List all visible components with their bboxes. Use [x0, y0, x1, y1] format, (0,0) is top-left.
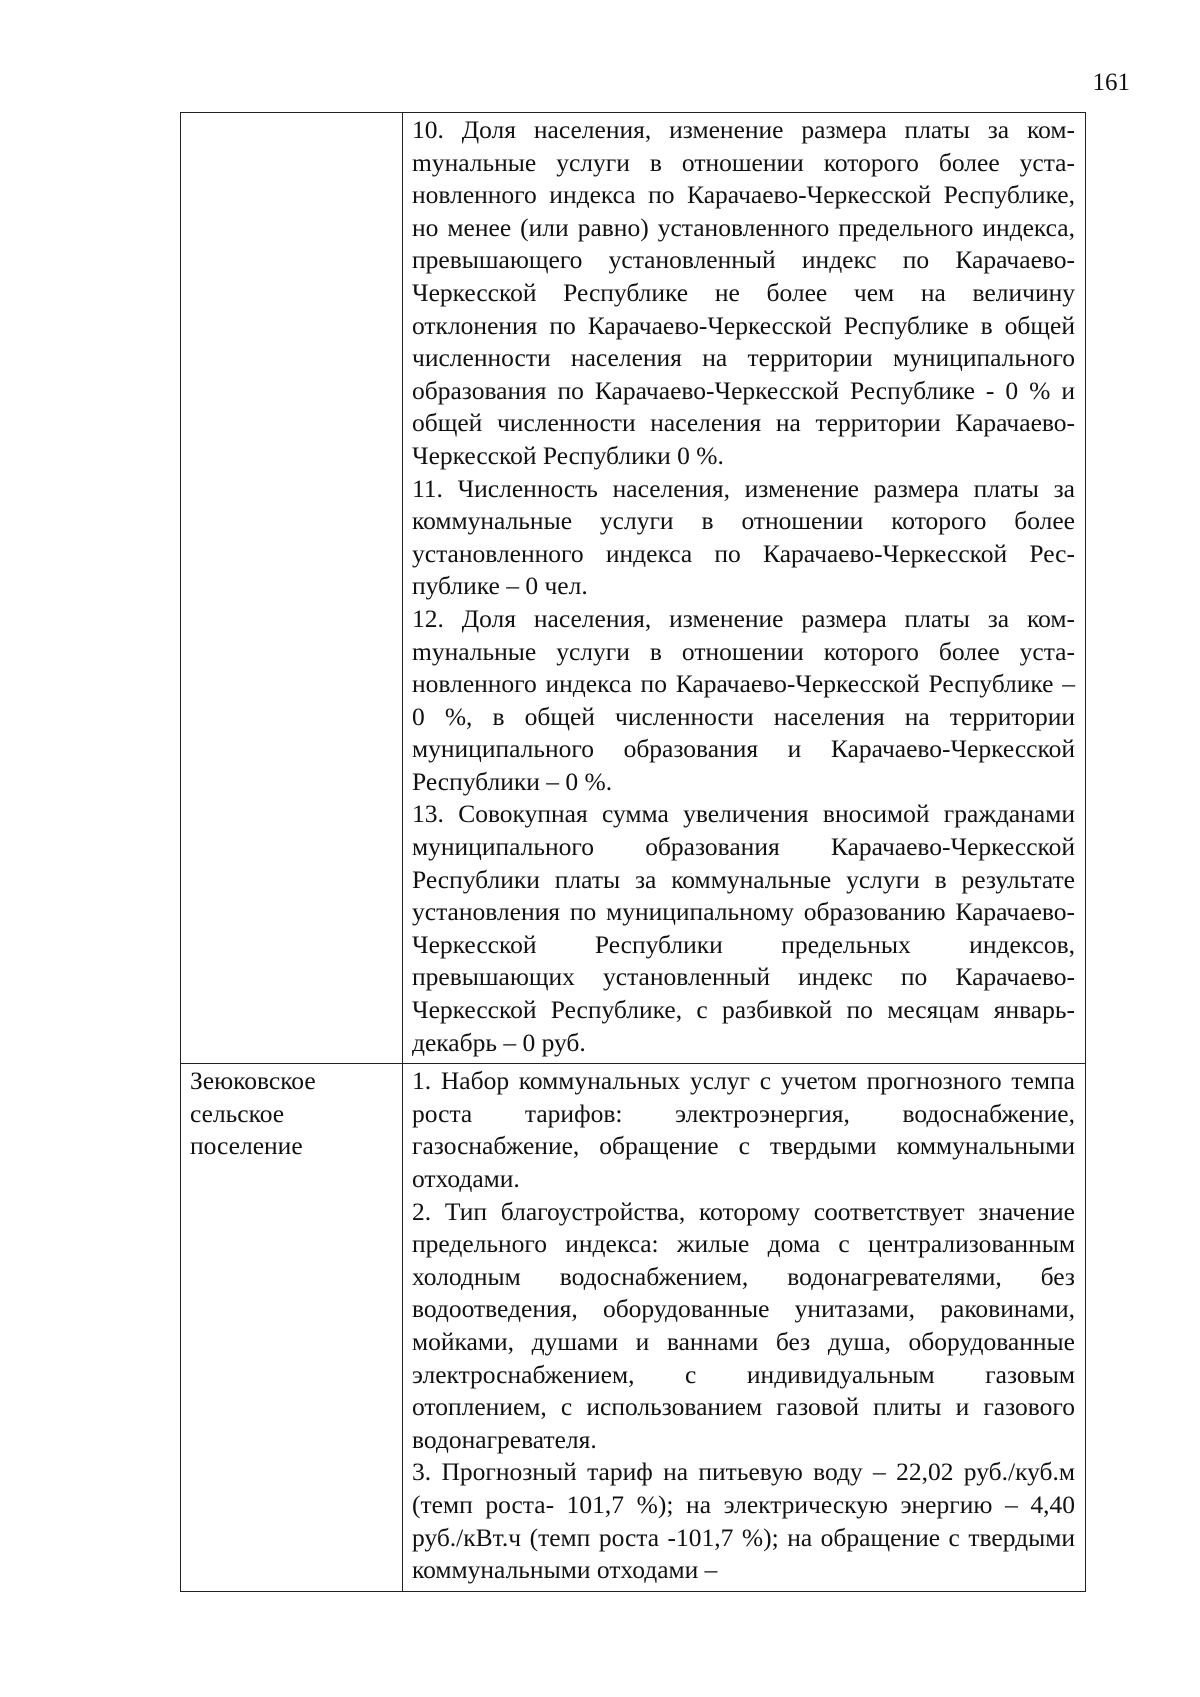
- settlement-cell: [181, 1064, 403, 1592]
- table-row: [181, 113, 1086, 1064]
- paragraph-1: 1. Набор коммунальных услуг с учетом прогнозного темпа роста тарифов: электроэнергия, водоснабжение, газоснабжение, обращение с твердыми коммунальными отходами.: [412, 1066, 1075, 1193]
- settlement-name-line: сельское: [190, 1098, 285, 1128]
- settlement-name-line: Зеюковское: [190, 1066, 316, 1096]
- settlement-cell: [181, 113, 403, 1064]
- paragraph-10: 10. Доля населения, изменение размера платы за комmунальные услуги в отношении которого более установленного индекса по Карачаево-Черкесской Республике, но менее (или равно) установленного предельного индекса, превышающего установленный индекс по Карачаево-Черкесской Республике не более чем на величину отклонения по Карачаево-Черкесской Республике в общей численности населения на территории муниципального образования по Карачаево-Черкесской Республике - 0 % и общей численности населения на территории Карачаево-Черкесской Республики 0 %.: [412, 115, 1075, 470]
- indices-table: [180, 112, 1086, 1592]
- paragraph-12: 12. Доля населения, изменение размера платы за комmунальные услуги в отношении которого более установленного индекса по Карачаево-Черкесской Республике – 0 %, в общей численности населения на территории муниципального образования и Карачаево-Черкесской Республики – 0 %.: [412, 603, 1075, 796]
- paragraph-11: 11. Численность населения, изменение размера платы за коммунальные услуги в отношении которого более установленного индекса по Карачаево-Черкесской Республике – 0 чел.: [412, 473, 1075, 601]
- description-cell: [403, 1064, 1086, 1592]
- settlement-name-line: поселение: [190, 1131, 303, 1161]
- paragraph-2: 2. Тип благоустройства, которому соответствует значение предельного индекса: жилые дома с централизованным холодным водоснабжением, водонагревателями, без водоотведения, оборудованные унитазами, раковинами, мойками, душами и ваннами без душа, оборудованные электроснабжением, с индивидуальным газовым отоплением, с использованием газовой плиты и газового водонагревателя.: [412, 1196, 1075, 1454]
- page-number: 161: [1092, 69, 1130, 96]
- description-cell: [403, 113, 1086, 1064]
- table-row: [181, 1064, 1086, 1592]
- paragraph-13: 13. Совокупная сумма увеличения вносимой гражданами муниципального образования Карачаево-Черкесской Республики платы за коммунальные услуги в результате установления по муниципальному образованию Карачаево-Черкесской Республики предельных индексов, превышающих установленный индекс по Карачаево-Черкесской Республике, с разбивкой по месяцам январь-декабрь – 0 руб.: [412, 799, 1075, 1057]
- paragraph-3: 3. Прогнозный тариф на питьевую воду – 22,02 руб./куб.м (темп роста- 101,7 %); на электрическую энергию – 4,40 руб./кВт.ч (темп роста -101,7 %); на обращение с твердыми коммунальными отходами –: [412, 1457, 1075, 1585]
